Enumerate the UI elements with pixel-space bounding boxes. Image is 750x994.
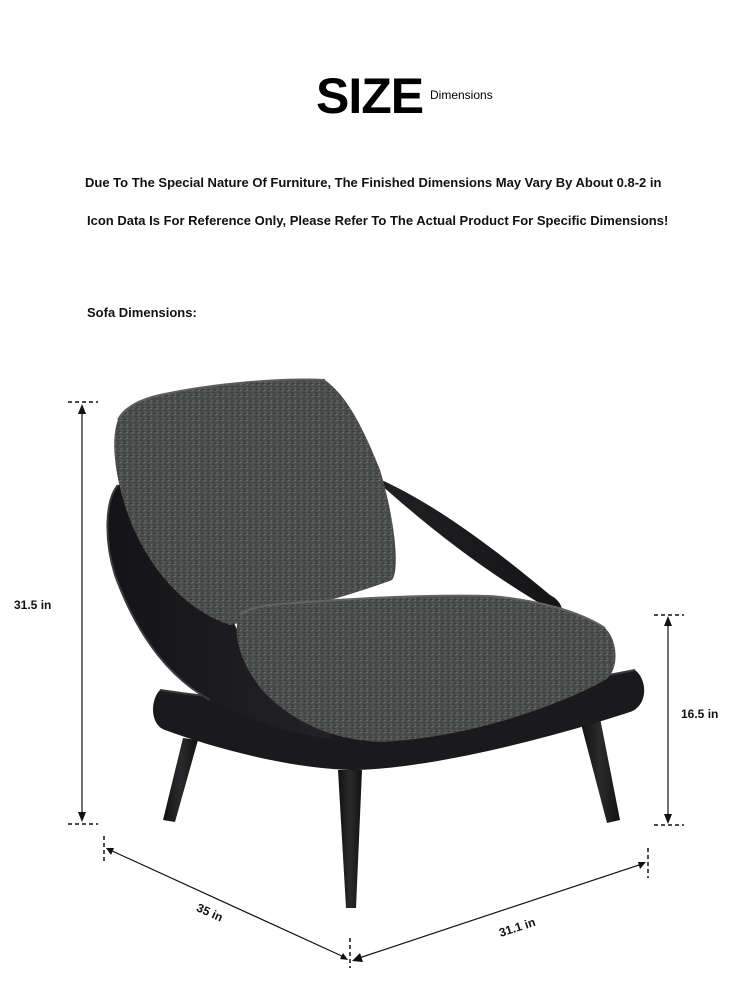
dimensions-subtitle: Dimensions: [430, 88, 493, 102]
sofa-dimensions-label: Sofa Dimensions:: [87, 305, 197, 320]
width-label: 35 in: [194, 900, 226, 925]
seat-height-label: 16.5 in: [681, 707, 719, 721]
size-title: SIZE: [316, 68, 424, 124]
depth-label: 31.1 in: [497, 914, 538, 940]
height-label: 31.5 in: [14, 598, 52, 612]
height-dimension: [68, 402, 98, 824]
variance-note: Due To The Special Nature Of Furniture, The Finished Dimensions May Vary By About 0.8-2 in: [85, 175, 662, 190]
width-dimension: [104, 836, 350, 968]
depth-dimension: [352, 848, 648, 962]
reference-note: Icon Data Is For Reference Only, Please Refer To The Actual Product For Specific Dimensions!: [87, 213, 669, 228]
seat-height-dimension: [654, 615, 684, 825]
